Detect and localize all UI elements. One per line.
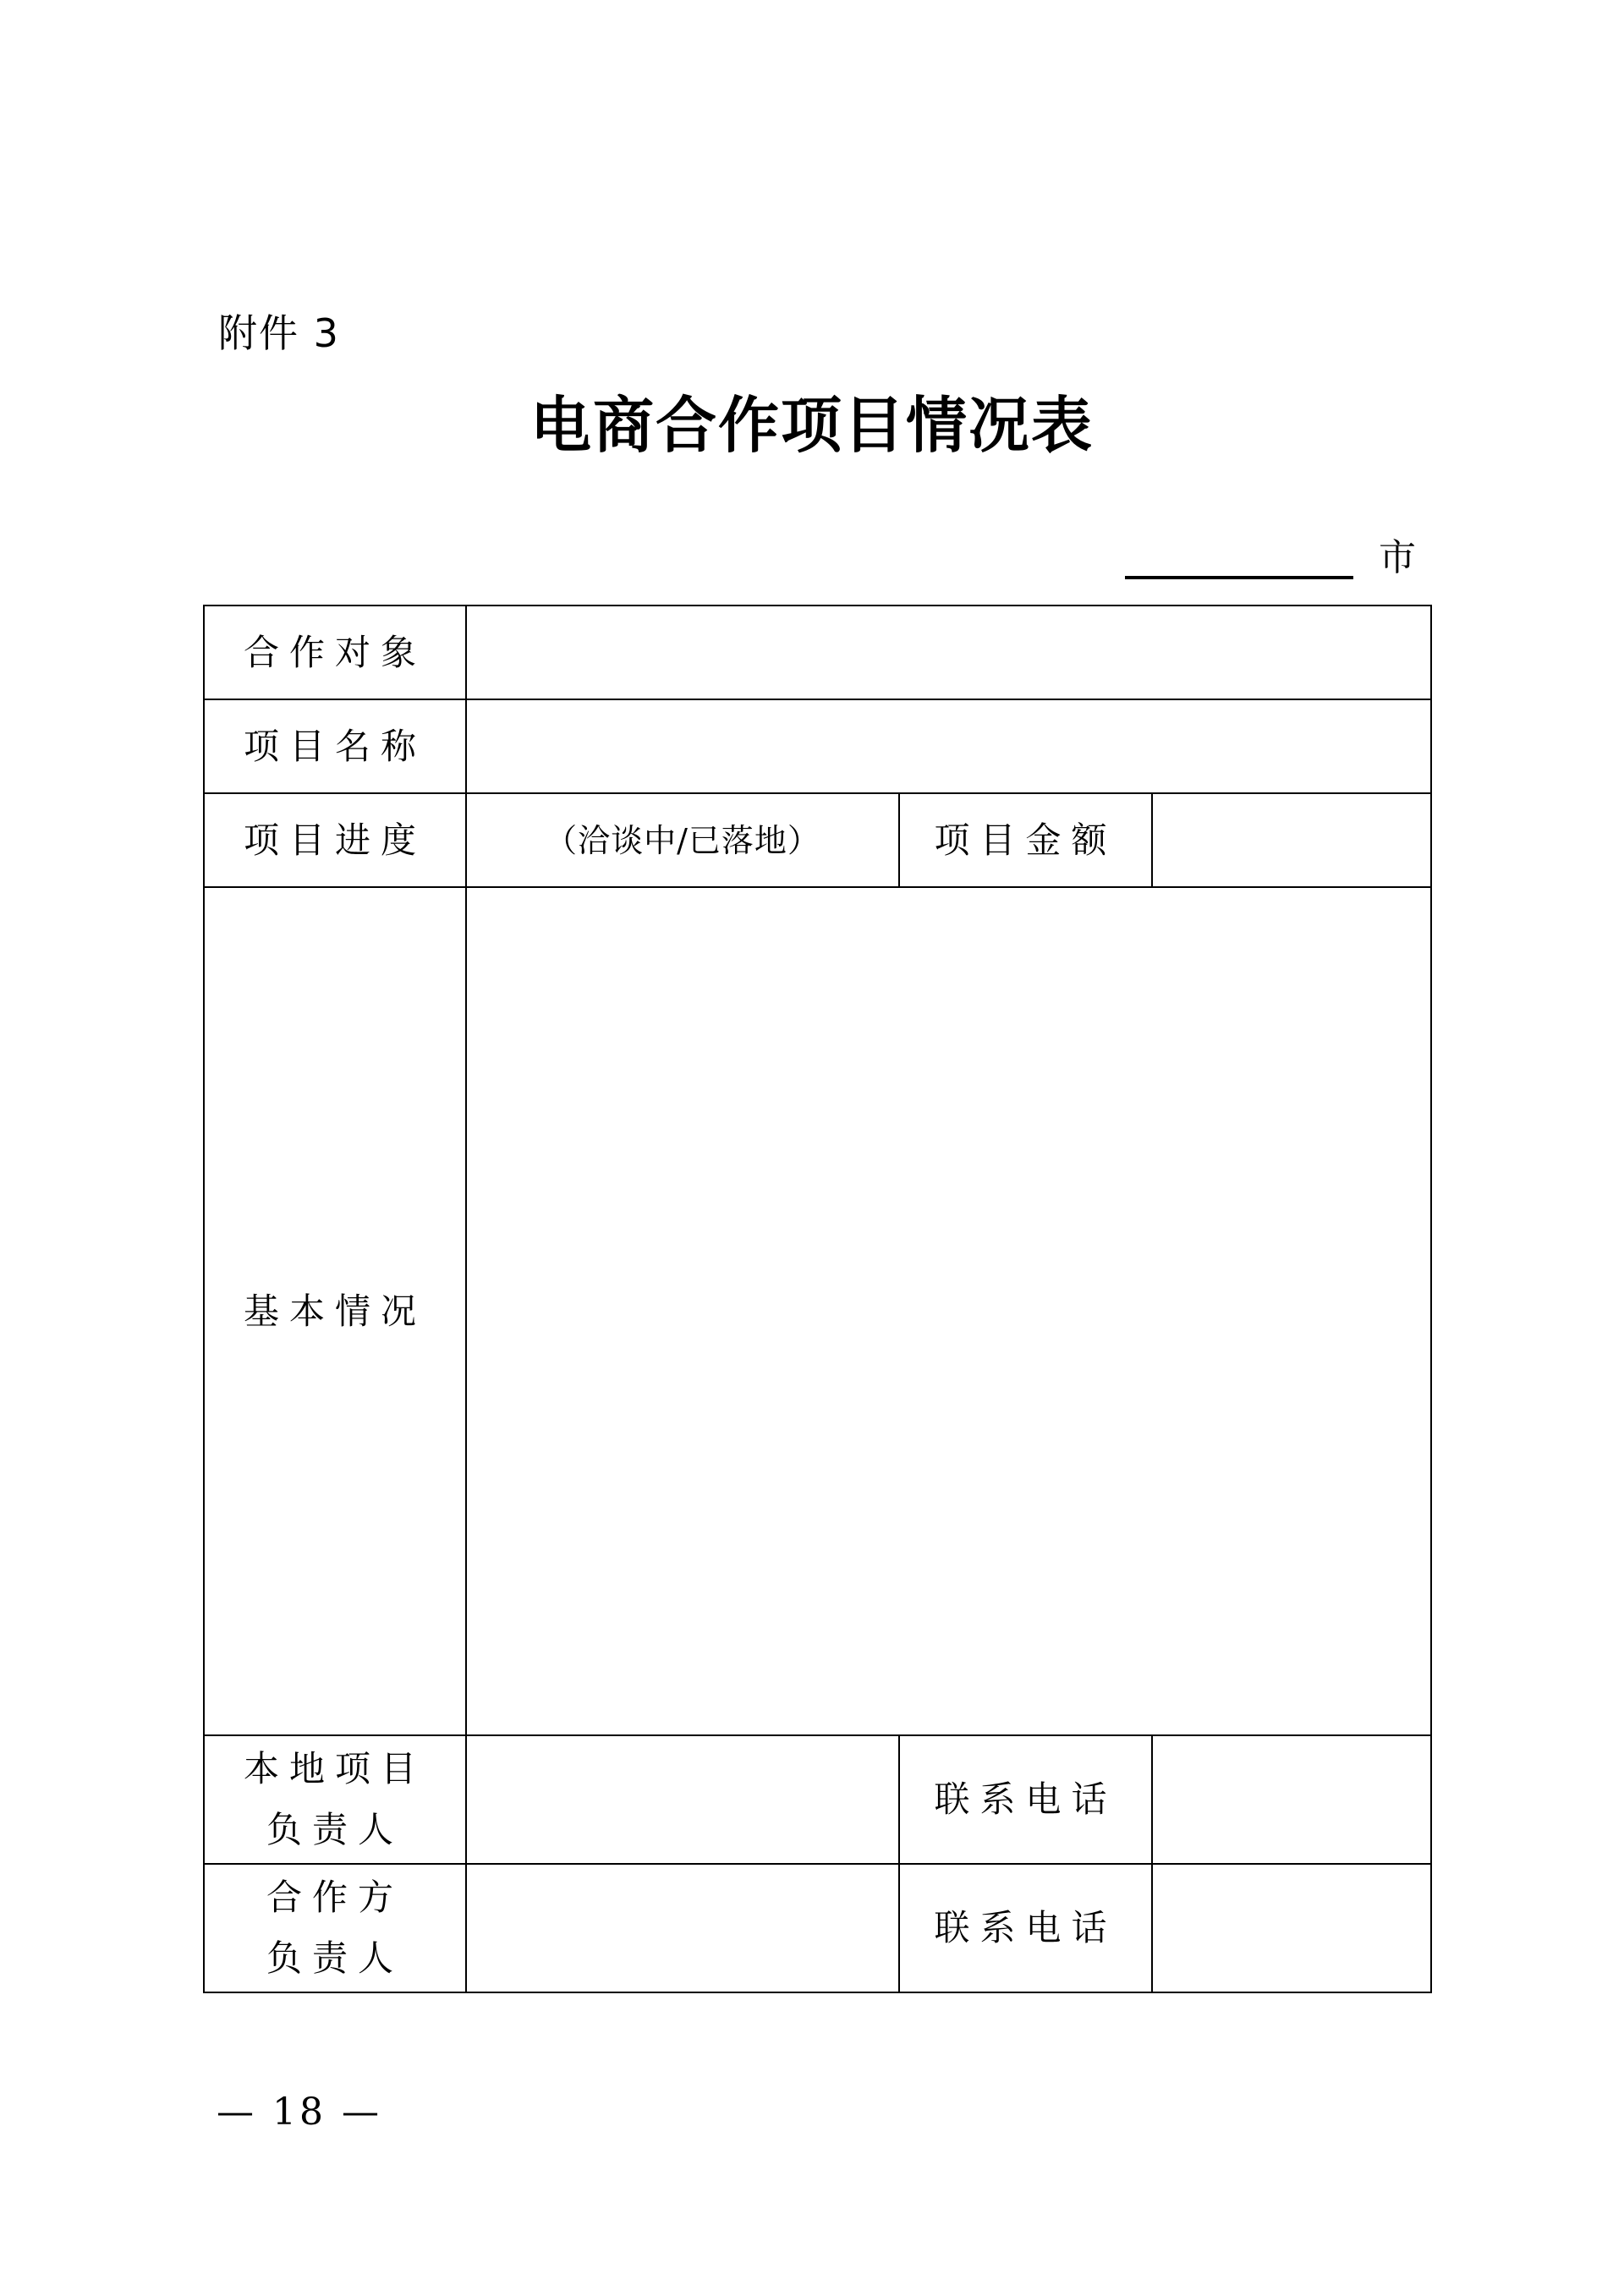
table-row [204, 793, 1431, 887]
basic-info-label: 基本情况 [204, 887, 466, 1735]
local-lead-label [204, 1735, 466, 1864]
table-row [204, 699, 1431, 793]
table-row [204, 1864, 1431, 1992]
partner-phone-label: 联系电话 [899, 1864, 1152, 1992]
local-phone-value-cell[interactable] [1152, 1735, 1431, 1864]
partner-label: 合作对象 [204, 606, 466, 699]
partner-lead-label-line1: 合作方 [266, 1877, 403, 1918]
partner-lead-label-line2: 负责人 [266, 1937, 403, 1979]
project-name-value-cell[interactable] [466, 699, 1431, 793]
progress-hint-cell[interactable]: （洽谈中/已落地） [466, 793, 899, 887]
city-blank-line[interactable] [1125, 539, 1353, 579]
partner-phone-value-cell[interactable] [1152, 1864, 1431, 1992]
amount-label: 项目金额 [899, 793, 1152, 887]
city-suffix: 市 [1379, 536, 1416, 579]
table-row [204, 887, 1431, 1735]
local-phone-label: 联系电话 [899, 1735, 1152, 1864]
page-number: — 18 — [217, 2091, 382, 2134]
amount-value-cell[interactable] [1152, 793, 1431, 887]
project-info-table [203, 605, 1432, 1993]
partner-lead-value-cell[interactable] [466, 1864, 899, 1992]
city-field [1125, 537, 1416, 579]
local-lead-label-line1: 本地项目 [243, 1748, 426, 1789]
table-row [204, 606, 1431, 699]
local-lead-value-cell[interactable] [466, 1735, 899, 1864]
progress-label: 项目进度 [204, 793, 466, 887]
partner-value-cell[interactable] [466, 606, 1431, 699]
local-lead-label-line2: 负责人 [266, 1809, 403, 1850]
attachment-label: 附件 3 [218, 310, 340, 356]
project-name-label: 项目名称 [204, 699, 466, 793]
table-row [204, 1735, 1431, 1864]
page-title: 电商合作项目情况表 [529, 390, 1094, 461]
partner-lead-label [204, 1864, 466, 1992]
basic-info-value-cell[interactable] [466, 887, 1431, 1735]
